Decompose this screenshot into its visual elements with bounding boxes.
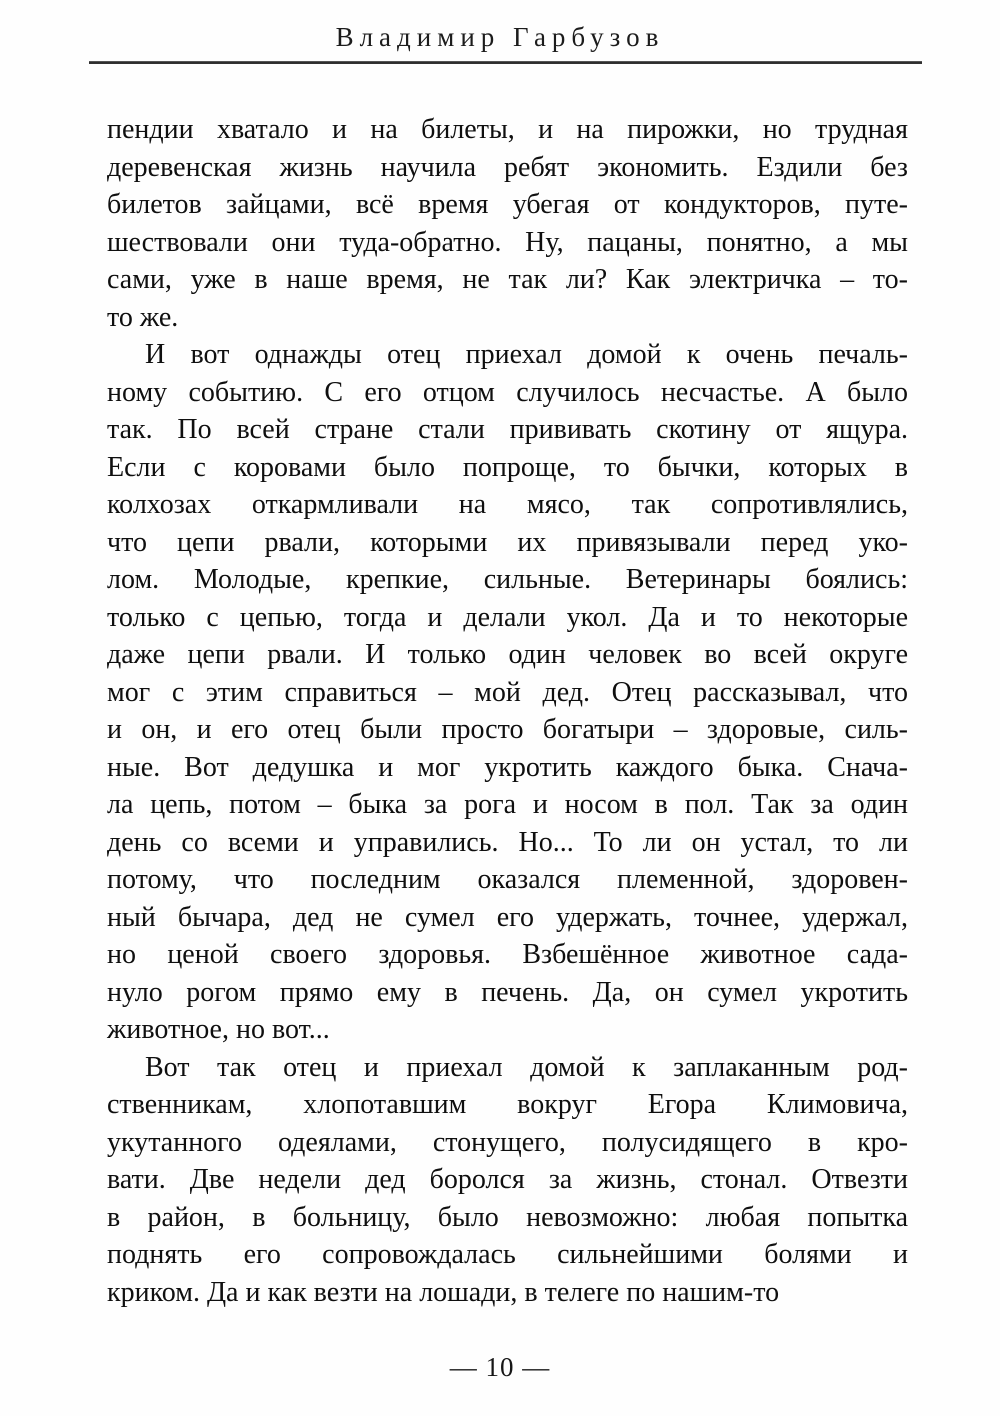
text-line: ный бычара, дед не сумел его удержать, точнее, удержал, — [107, 901, 908, 933]
text-line: поднять его сопровождалась сильнейшими болями и — [107, 1239, 908, 1270]
text-line: ла цепь, потом – быка за рога и носом в пол. Так за один — [107, 789, 908, 820]
text-line: И вот однажды отец приехал домой к очень печаль- — [145, 339, 908, 370]
text-line: Вот так отец и приехал домой к заплаканным род- — [145, 1051, 908, 1083]
text-line: билетов зайцами, всё время убегая от кондукторов, путе- — [107, 189, 908, 220]
text-line: но ценой своего здоровья. Взбешённое животное сада- — [107, 939, 908, 970]
header-rule — [89, 61, 922, 64]
text-line: Если с коровами было попроще, то бычки, которых в — [107, 451, 908, 483]
text-line: даже цепи рвали. И только один человек во всей округе — [107, 639, 908, 670]
text-line: ственникам, хлопотавшим вокруг Егора Климовича, — [107, 1089, 908, 1120]
text-line: шествовали они туда-обратно. Ну, пацаны, понятно, а мы — [107, 226, 908, 258]
text-line: так. По всей стране стали прививать скотину от ящура. — [107, 414, 908, 445]
text-line: вати. Две недели дед боролся за жизнь, стонал. Отвезти — [107, 1164, 908, 1195]
text-line: что цепи рвали, которыми их привязывали перед уко- — [107, 526, 908, 558]
text-line: и он, и его отец были просто богатыри – здоровые, силь- — [107, 714, 908, 745]
text-line: укутанного одеялами, стонущего, полусидящего в кро- — [107, 1126, 908, 1158]
text-line: в район, в больницу, было невозможно: любая попытка — [107, 1201, 908, 1233]
text-line: деревенская жизнь научила ребят экономить. Ездили без — [107, 151, 908, 183]
text-line: криком. Да и как везти на лошади, в телеге по нашим-то — [107, 1276, 780, 1308]
text-line: лом. Молодые, крепкие, сильные. Ветеринары боялись: — [107, 564, 908, 595]
text-line: ному событию. С его отцом случилось несчастье. А было — [107, 376, 908, 408]
text-line: колхозах откармливали на мясо, так сопротивлялись, — [107, 489, 908, 520]
text-line: ные. Вот дедушка и мог укротить каждого быка. Снача- — [107, 751, 908, 783]
text-line: пендии хватало и на билеты, и на пирожки, но трудная — [107, 114, 908, 145]
text-line: день со всеми и управились. Но... То ли он устал, то ли — [107, 826, 908, 858]
text-line: потому, что последним оказался племенной, здоровен- — [107, 864, 908, 895]
body-text — [107, 111, 908, 1311]
text-line: только с цепью, тогда и делали укол. Да и то некоторые — [107, 601, 908, 633]
text-line: животное, но вот... — [107, 1014, 330, 1045]
page-number: — 10 — — [449, 1352, 551, 1382]
text-line: мог с этим справиться – мой дед. Отец рассказывал, что — [107, 676, 908, 708]
text-line: сами, уже в наше время, не так ли? Как электричка – то- — [107, 264, 908, 295]
text-line: нуло рогом прямо ему в печень. Да, он сумел укротить — [107, 976, 908, 1008]
running-header-author: Владимир Гарбузов — [335, 22, 665, 52]
text-line: то же. — [107, 301, 179, 333]
